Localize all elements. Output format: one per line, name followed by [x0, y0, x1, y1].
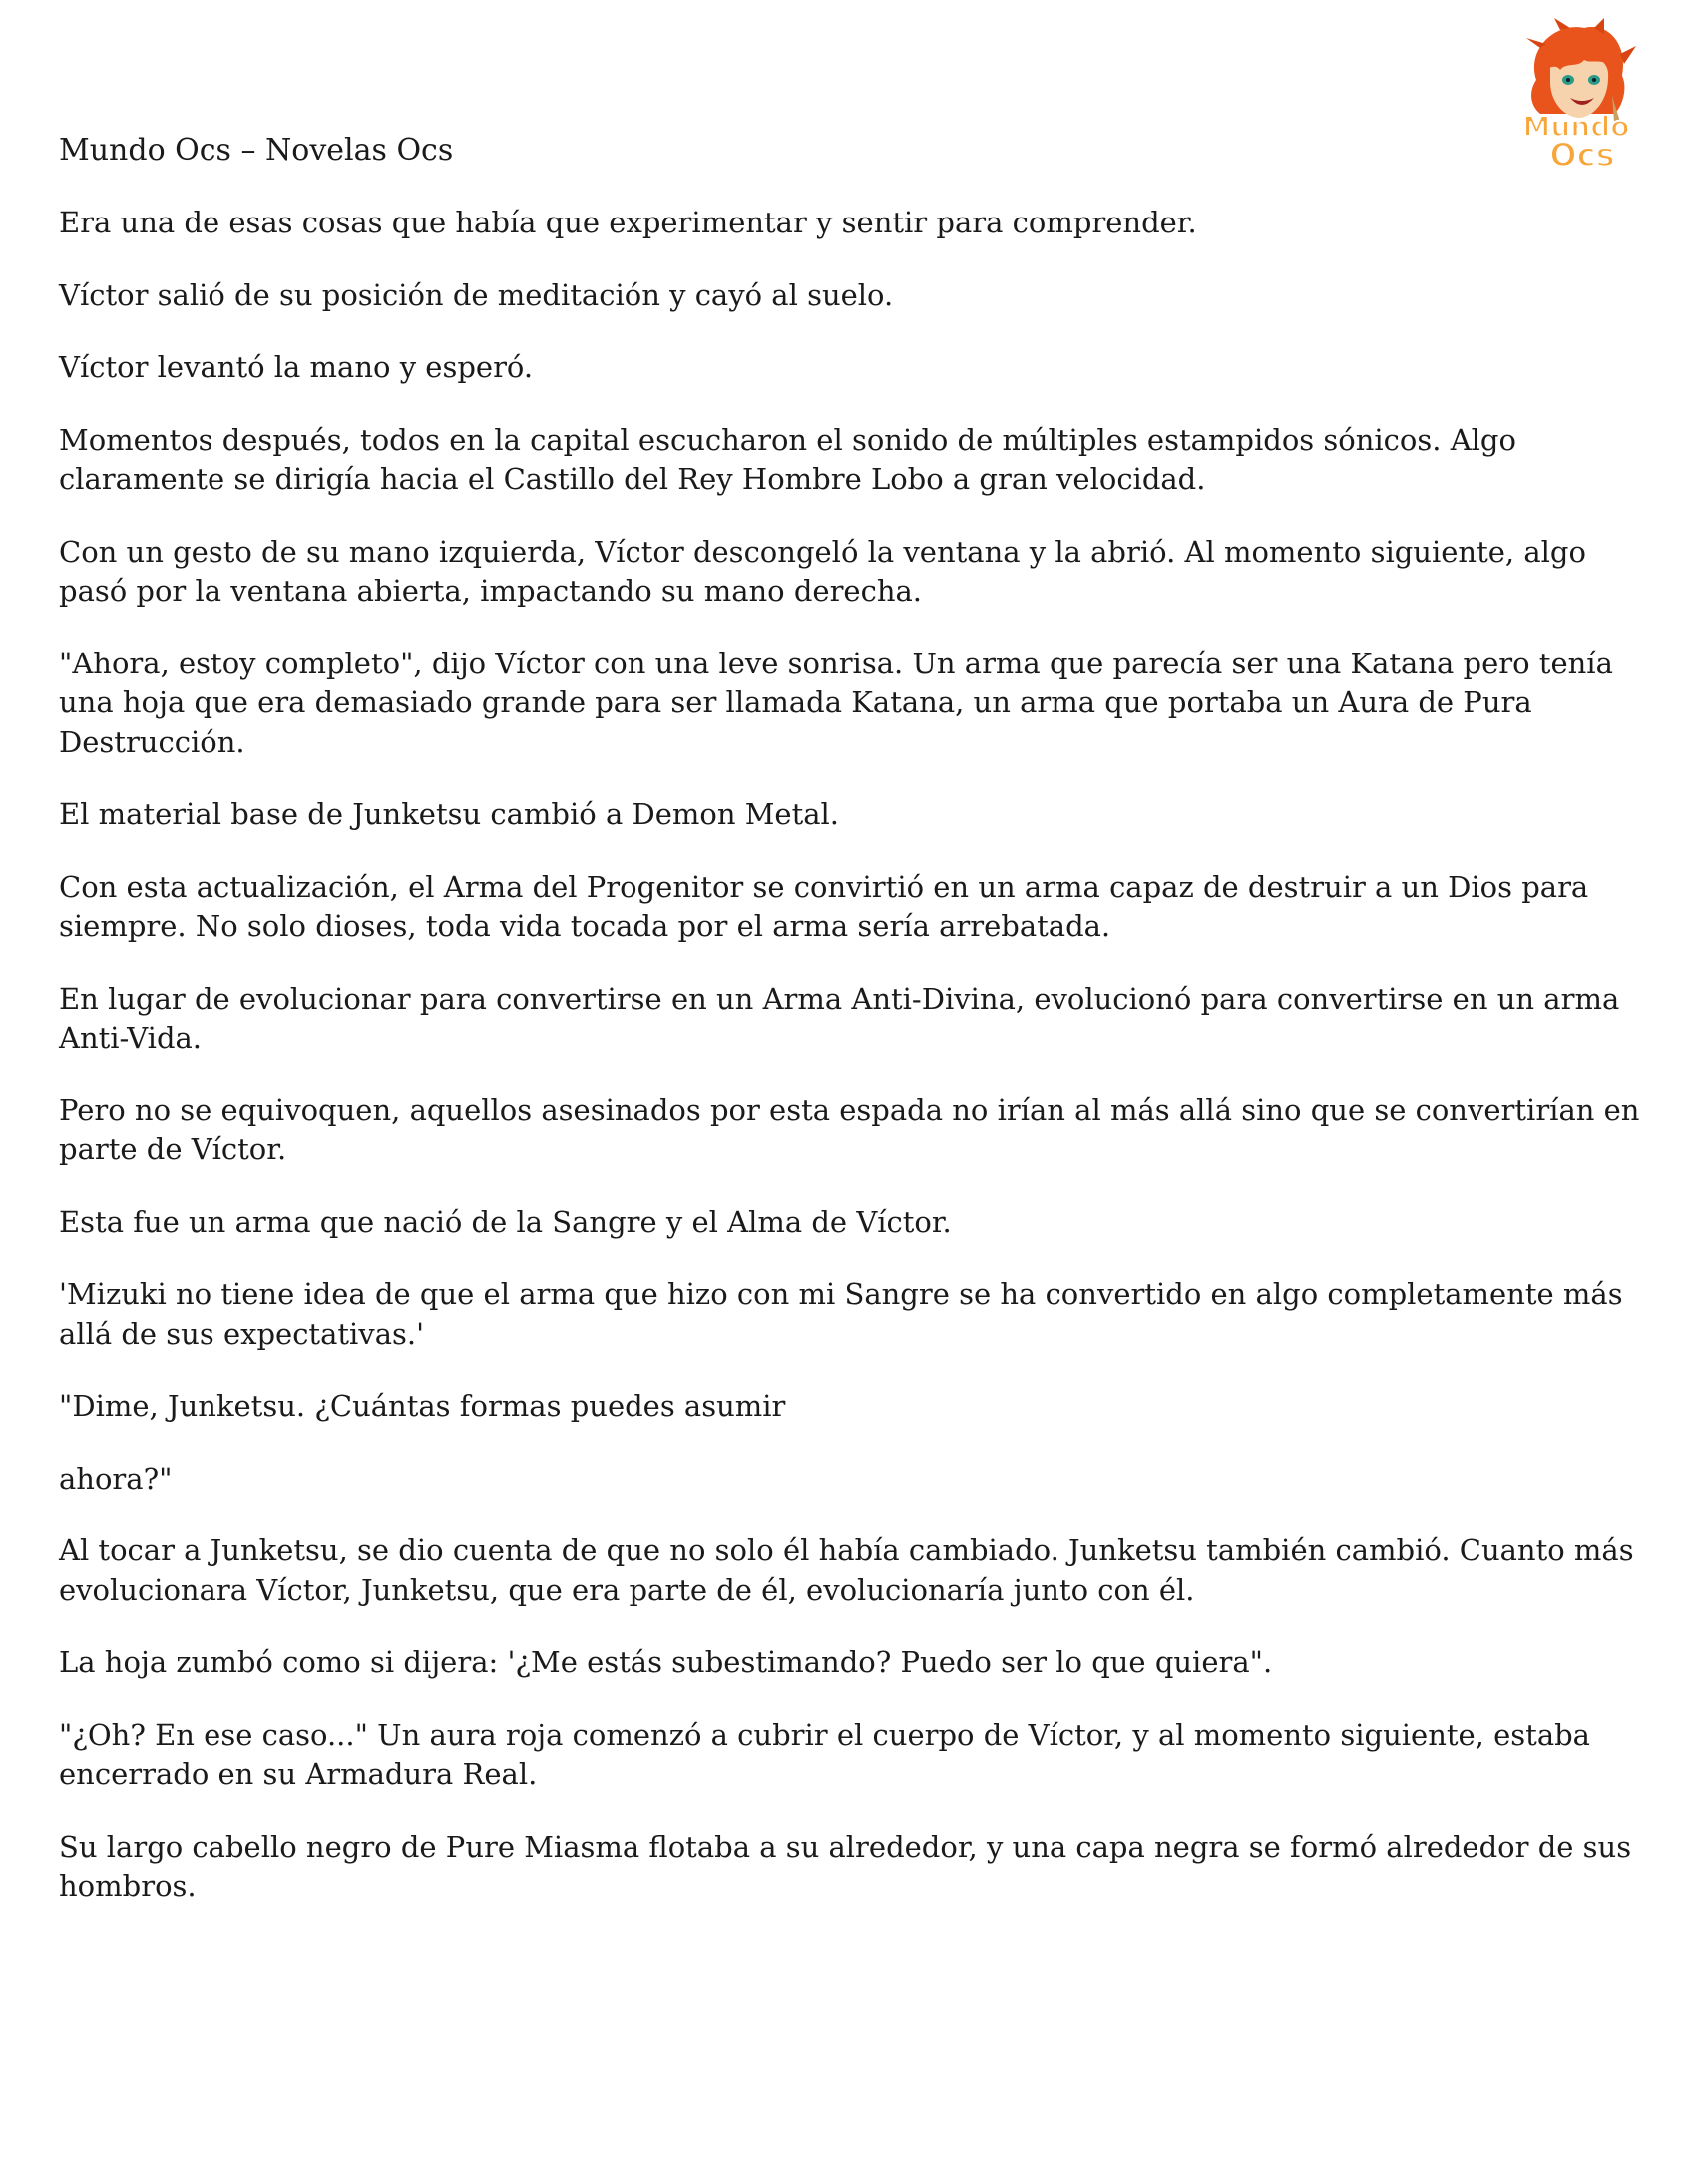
mundo-ocs-logo	[1496, 18, 1656, 178]
paragraph: La hoja zumbó como si dijera: '¿Me estás subestimando? Puedo ser lo que quiera".	[59, 1645, 1273, 1679]
paragraph: Momentos después, todos en la capital escucharon el sonido de múltiples estampidos sónicos. Algo claramente se dirigía hacia el Castillo del Rey Hombre Lobo a gran velocidad.	[59, 422, 1516, 496]
paragraph: Víctor salió de su posición de meditación y cayó al suelo.	[59, 277, 894, 312]
paragraph: Esta fue un arma que nació de la Sangre y el Alma de Víctor.	[59, 1204, 952, 1239]
document-body	[59, 204, 1655, 1940]
paragraph: El material base de Junketsu cambió a Demon Metal.	[59, 797, 840, 831]
paragraph: "Ahora, estoy completo", dijo Víctor con una leve sonrisa. Un arma que parecía ser una Katana pero tenía una hoja que era demasiado grande para ser llamada Katana, un arma que portaba un Aura de Pura Destrucción.	[59, 646, 1613, 759]
paragraph: Víctor levantó la mano y esperó.	[59, 350, 534, 384]
paragraph: Con esta actualización, el Arma del Progenitor se convirtió en un arma capaz de destruir a un Dios para siempre. No solo dioses, toda vida tocada por el arma sería arrebatada.	[59, 869, 1589, 943]
paragraph: "Dime, Junketsu. ¿Cuántas formas puedes asumir	[59, 1389, 786, 1423]
paragraph: Al tocar a Junketsu, se dio cuenta de que no solo él había cambiado. Junketsu también cambió. Cuanto más evolucionara Víctor, Junketsu, que era parte de él, evolucionaría junto con él.	[59, 1533, 1634, 1607]
logo-text-ocs: Ocs	[1549, 136, 1615, 174]
paragraph: ahora?"	[59, 1461, 173, 1496]
paragraph: "¿Oh? En ese caso..." Un aura roja comenzó a cubrir el cuerpo de Víctor, y al momento siguiente, estaba encerrado en su Armadura Real.	[59, 1717, 1590, 1791]
paragraph: Pero no se equivoquen, aquellos asesinados por esta espada no irían al más allá sino que se convertirían en parte de Víctor.	[59, 1092, 1640, 1166]
logo-text-mundo: Mundo	[1522, 110, 1630, 143]
paragraph: Su largo cabello negro de Pure Miasma flotaba a su alrededor, y una capa negra se formó alrededor de sus hombros.	[59, 1829, 1632, 1903]
paragraph: 'Mizuki no tiene idea de que el arma que hizo con mi Sangre se ha convertido en algo completamente más allá de sus expectativas.'	[59, 1277, 1623, 1351]
document-header: Mundo Ocs – Novelas Ocs	[59, 133, 454, 168]
paragraph: En lugar de evolucionar para convertirse en un Arma Anti-Divina, evolucionó para convertirse en un arma Anti-Vida.	[59, 981, 1620, 1055]
paragraph: Era una de esas cosas que había que experimentar y sentir para comprender.	[59, 206, 1197, 239]
paragraph: Con un gesto de su mano izquierda, Víctor descongeló la ventana y la abrió. Al momento siguiente, algo pasó por la ventana abierta, impactando su mano derecha.	[59, 534, 1586, 608]
